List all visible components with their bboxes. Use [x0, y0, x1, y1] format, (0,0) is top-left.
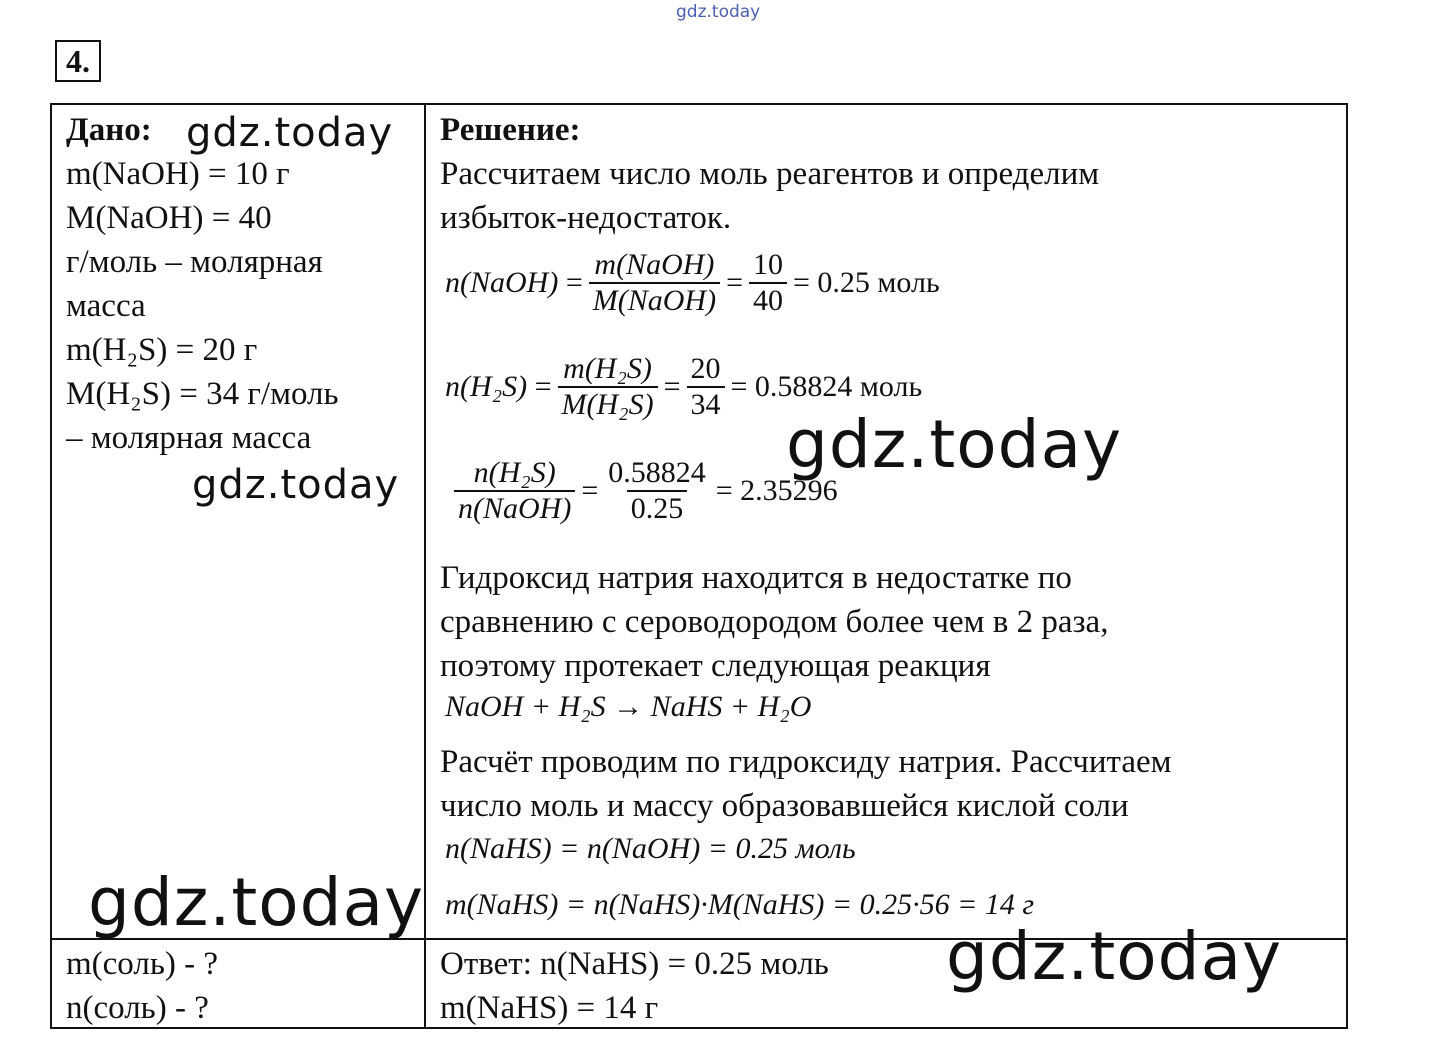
fraction-denominator: 0.25: [627, 490, 688, 526]
formula-fraction: [558, 352, 658, 422]
formula-n-naoh: n(NaOH) = $\frac{\text{m(NaOH)}}{\text{M(NaOH)}}$ = $\frac{10}{40}$ = 0.25 моль: [445, 248, 940, 317]
fraction-numerator: m(H₂S): [563, 352, 652, 385]
watermark: gdz.today: [88, 864, 425, 941]
formula-fraction: [454, 456, 575, 526]
formula-ratio: $\frac{\text{n(H₂S)}}{\text{n(NaOH)}}$ = $\frac{0.58824}{0.25}$ = 2.35296: [448, 456, 838, 526]
formula-text: m(NaHS) = n(NaHS)·M(NaHS) = 0.25·56 = 14 г: [445, 888, 1035, 921]
watermark: gdz.today: [786, 406, 1123, 483]
watermark: gdz.today: [186, 110, 394, 156]
fraction-numerator: n(H₂S): [473, 456, 556, 489]
formula-fraction: [589, 248, 720, 318]
solution-intro-line: Рассчитаем число моль реагентов и определим: [440, 156, 1100, 192]
find-cell: [66, 942, 416, 1030]
fraction-numerator: m(NaOH): [594, 248, 715, 281]
formula-result: = 0.58824 моль: [730, 370, 923, 403]
answer-label: Ответ:: [440, 946, 532, 982]
given-cell: [66, 108, 416, 460]
watermark: gdz.today: [192, 462, 400, 508]
fraction-numerator: 20: [690, 352, 721, 385]
find-line: n(соль) - ?: [66, 990, 209, 1026]
formula-lhs: n(H₂S): [445, 370, 528, 403]
paragraph-line: Гидроксид натрия находится в недостатке по: [440, 560, 1072, 596]
solution-heading: Решение:: [440, 112, 581, 148]
formula-result: = 2.35296: [715, 474, 838, 507]
fraction-denominator: n(NaOH): [454, 490, 575, 526]
formula-fraction: [749, 248, 787, 318]
formula-n-nahs: [445, 832, 856, 866]
fraction-denominator: M(NaOH): [589, 282, 720, 318]
given-line: – молярная масса: [66, 420, 312, 456]
solution-paragraph: [440, 740, 1340, 828]
solution-intro-line: избыток-недостаток.: [440, 200, 732, 236]
given-line: M(NaOH) = 40: [66, 200, 272, 236]
given-line: m(H₂S) = 20 г: [66, 332, 258, 368]
column-divider: [424, 103, 426, 1029]
top-watermark: gdz.today: [676, 2, 761, 22]
solution-cell: [440, 108, 1340, 240]
formula-text: n(NaHS) = n(NaOH) = 0.25 моль: [445, 832, 856, 865]
reaction-equation: [445, 690, 811, 724]
formula-result: = 0.25 моль: [792, 266, 940, 299]
given-heading: Дано:: [66, 112, 152, 148]
formula-m-nahs: [445, 888, 1034, 922]
fraction-numerator: 10: [752, 248, 783, 281]
reaction-text: NaOH + H₂S → NaHS + H₂O: [445, 690, 812, 723]
answer-line: n(NaHS) = 0.25 моль: [540, 946, 829, 982]
formula-fraction: [687, 352, 725, 422]
paragraph-line: сравнению с сероводородом более чем в 2 раза,: [440, 604, 1109, 640]
fraction-denominator: M(H₂S): [558, 386, 658, 422]
paragraph-line: число моль и массу образовавшейся кислой соли: [440, 788, 1129, 824]
paragraph-line: Расчёт проводим по гидроксиду натрия. Рассчитаем: [440, 744, 1172, 780]
formula-lhs: n(NaOH): [445, 266, 559, 299]
paragraph-line: поэтому протекает следующая реакция: [440, 648, 991, 684]
formula-n-h2s: n(H₂S) = $\frac{\text{m(H₂S)}}{\text{M(H₂S)}}$ = $\frac{20}{34}$ = 0.58824 моль: [445, 352, 923, 421]
solution-paragraph: [440, 556, 1340, 688]
given-line: M(H₂S) = 34 г/моль: [66, 376, 339, 412]
given-line: г/моль – молярная: [66, 244, 323, 280]
given-line: масса: [66, 288, 146, 324]
find-line: m(соль) - ?: [66, 946, 219, 982]
answer-line: m(NaHS) = 14 г: [440, 990, 659, 1026]
task-number: 4.: [55, 40, 101, 82]
fraction-denominator: 40: [749, 282, 787, 318]
watermark: gdz.today: [946, 918, 1283, 995]
fraction-denominator: 34: [687, 386, 725, 422]
given-line: m(NaOH) = 10 г: [66, 156, 290, 192]
fraction-numerator: 0.58824: [608, 456, 706, 489]
formula-fraction: [604, 456, 710, 526]
